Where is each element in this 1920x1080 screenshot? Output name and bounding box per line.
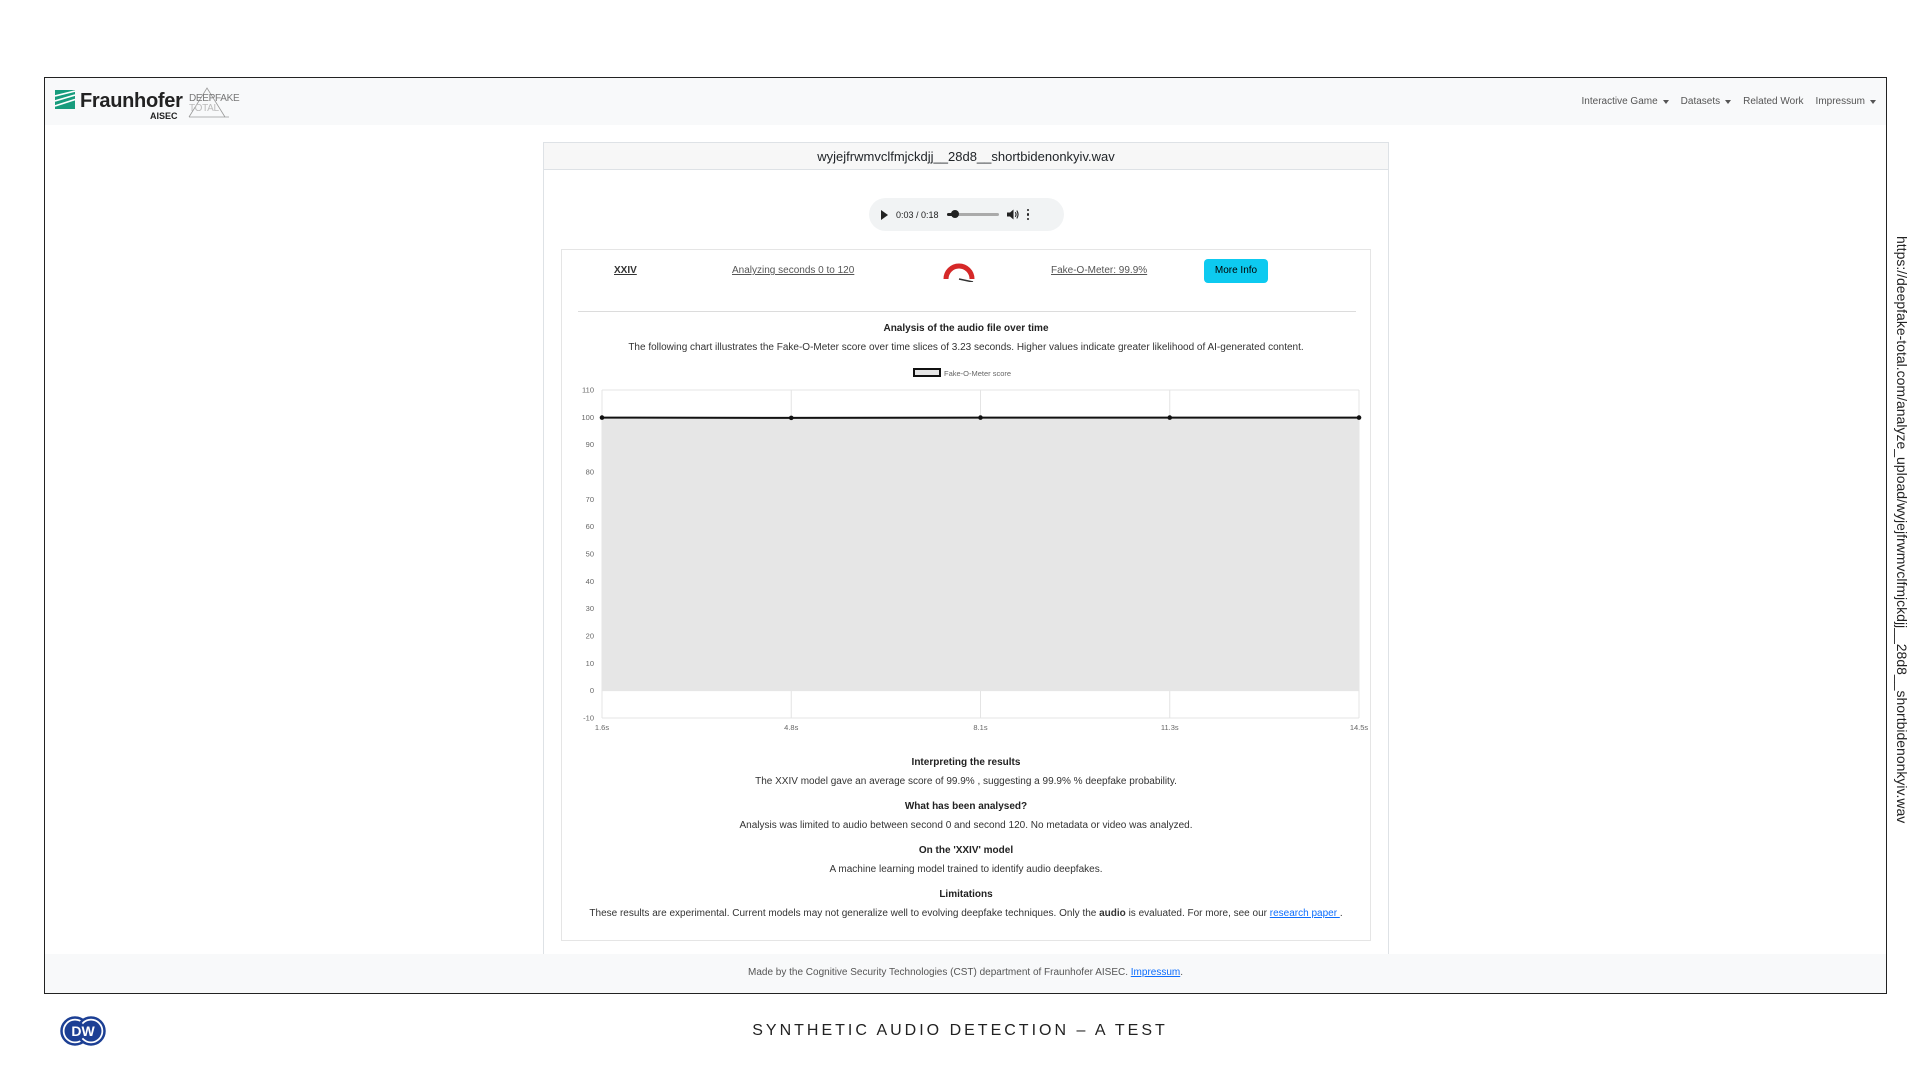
y-tick-label: 20 — [585, 631, 594, 641]
y-tick-label: 10 — [585, 658, 594, 668]
nav-item-label: Datasets — [1680, 96, 1721, 107]
y-tick-label: 100 — [581, 412, 594, 422]
footer-end: . — [1180, 967, 1184, 978]
y-tick-label: 60 — [585, 522, 594, 532]
section-body-model: A machine learning model trained to identify audio deepfakes. — [829, 864, 1103, 875]
brand[interactable] — [55, 84, 240, 121]
brand-sub: AISEC — [150, 110, 178, 121]
model-link[interactable]: XXIV — [614, 265, 637, 276]
footer — [45, 954, 1886, 994]
y-tick-label: 40 — [585, 576, 594, 586]
y-tick-label: 50 — [585, 549, 594, 559]
limitations-text — [562, 908, 1370, 919]
x-tick-label: 1.6s — [594, 723, 610, 732]
y-tick-label: 80 — [585, 467, 594, 477]
x-tick-label: 14.5s — [1349, 723, 1369, 732]
dw-logo-text: DW — [71, 1023, 95, 1039]
section-body-interpreting: The XXIV model gave an average score of 99.9% , suggesting a 99.9% % deepfake probability. — [755, 776, 1177, 787]
more-options-icon[interactable] — [1027, 209, 1030, 221]
url-overlay — [1888, 236, 1918, 996]
y-tick-label: 90 — [585, 440, 594, 450]
footer-impressum-link[interactable]: Impressum — [1130, 967, 1181, 978]
analysis-card — [543, 142, 1389, 994]
y-tick-label: 70 — [585, 494, 594, 504]
fraunhofer-mark-icon — [55, 90, 75, 109]
player-time: 0:03 / 0:18 — [896, 209, 939, 220]
y-tick-label: 110 — [582, 385, 594, 395]
analysis-title: Analysis of the audio file over time — [883, 323, 1049, 334]
brand-name: Fraunhofer — [80, 89, 183, 112]
seconds-link[interactable]: Analyzing seconds 0 to 120 — [732, 265, 855, 276]
limitations-text-before: These results are experimental. Current models may not generalize well to evolving deepfake techniques. Only the — [589, 908, 1100, 919]
analysis-description: The following chart illustrates the Fake-O-Meter score over time slices of 3.23 seconds. Higher values indicate greater likelihood of AI-generated content. — [628, 342, 1304, 353]
legend-label: Fake-O-Meter score — [944, 369, 1012, 378]
result-panel — [561, 249, 1371, 941]
deepfake-total-logo[interactable] — [185, 84, 240, 120]
data-point — [600, 415, 605, 420]
divider — [578, 311, 1356, 312]
play-icon[interactable] — [881, 210, 888, 220]
nav-datasets[interactable] — [1681, 96, 1731, 107]
section-body-analysed: Analysis was limited to audio between second 0 and second 120. No metadata or video was analyzed. — [739, 820, 1193, 831]
seek-slider[interactable] — [947, 213, 999, 216]
y-tick-label: -10 — [583, 713, 594, 723]
gauge-icon — [942, 260, 976, 282]
navbar — [45, 78, 1886, 125]
nav-item-label: Related Work — [1743, 96, 1804, 107]
limitations-end: . — [1339, 908, 1343, 919]
legend-swatch — [914, 369, 940, 376]
series-area — [602, 418, 1359, 691]
x-tick-label: 11.3s — [1160, 723, 1179, 732]
seek-handle[interactable] — [951, 210, 959, 218]
nav-menu — [1582, 96, 1876, 107]
limitations-title: Limitations — [939, 889, 993, 900]
y-tick-label: 30 — [585, 604, 594, 614]
nav-related-work[interactable] — [1743, 96, 1803, 107]
score-chart — [562, 366, 1372, 751]
data-point — [1167, 415, 1172, 420]
slide-caption: SYNTHETIC AUDIO DETECTION – A TEST — [752, 1022, 1168, 1039]
more-info-button[interactable]: More Info — [1204, 259, 1268, 283]
section-title-analysed: What has been analysed? — [904, 801, 1028, 812]
chevron-down-icon — [1663, 100, 1669, 104]
section-title-model: On the 'XXIV' model — [918, 845, 1014, 856]
volume-icon[interactable] — [1007, 209, 1019, 220]
y-tick-label: 0 — [589, 686, 594, 696]
x-tick-label: 4.8s — [784, 723, 799, 732]
limitations-text-after: is evaluated. For more, see our — [1125, 908, 1270, 919]
result-summary-row — [562, 250, 1370, 300]
chevron-down-icon — [1725, 100, 1731, 104]
fake-o-meter-link[interactable]: Fake-O-Meter: 99.9% — [1051, 265, 1148, 276]
data-point — [1357, 415, 1362, 420]
research-paper-link[interactable]: research paper — [1269, 908, 1340, 919]
audio-player[interactable] — [869, 198, 1064, 231]
nav-interactive-game[interactable] — [1582, 96, 1669, 107]
chevron-down-icon — [1870, 100, 1876, 104]
file-name: wyjejfrwmvclfmjckdjj__28d8__shortbidenonkyiv.wav — [544, 143, 1388, 170]
nav-item-label: Impressum — [1815, 96, 1865, 107]
browser-viewport — [44, 77, 1887, 994]
x-tick-label: 8.1s — [973, 723, 988, 732]
data-point — [789, 416, 794, 421]
data-point — [978, 415, 983, 420]
footer-text: Made by the Cognitive Security Technologies (CST) department of Fraunhofer AISEC. — [747, 967, 1131, 978]
page-url: https://deepfake-total.com/analyze_upload/wyjejfrwmvclfmjckdjj__28d8__shortbidenonkyiv.wav — [1894, 236, 1910, 824]
fraunhofer-logo[interactable] — [55, 84, 183, 121]
product-line1: DEEPFAKE — [189, 92, 240, 104]
nav-impressum[interactable] — [1816, 96, 1876, 107]
section-title-interpreting: Interpreting the results — [911, 757, 1021, 768]
nav-item-label: Interactive Game — [1581, 96, 1658, 107]
limitations-bold: audio — [1099, 908, 1126, 919]
product-line2: TOTAL — [189, 102, 219, 114]
